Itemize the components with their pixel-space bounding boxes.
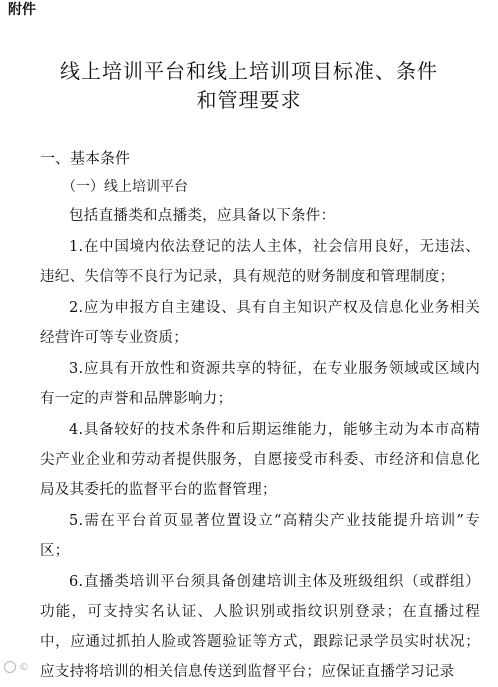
paragraph-item-1: 1.在中国境内依法登记的法人主体，社会信用良好，无违法、违纪、失信等不良行为记录，具有规范的财务制度和管理制度； [40, 239, 480, 285]
document-title-line-1: 线上培训平台和线上培训项目标准、条件 [60, 59, 438, 83]
document-title-line-2: 和管理要求 [196, 88, 302, 112]
paragraph-item-2: 2.应为申报方自主建设、具有自主知识产权及信息化业务相关经营许可等专业资质； [40, 300, 480, 346]
paragraph-item-5: 5.需在平台首页显著位置设立“高精尖产业技能提升培训”专区； [40, 513, 480, 559]
paragraph-item-6: 6.直播类培训平台须具备创建培训主体及班级组织（或群组）功能，可支持实名认证、人脸识别或指纹识别登录；在直播过程中，应通过抓拍人脸或答题验证等方式，跟踪记录学员实时状况；应支持将培训的相关信息传送到监督平台；应保证直播学习记录 [40, 574, 480, 680]
paragraph-intro: 包括直播类和点播类，应具备以下条件： [69, 208, 336, 224]
attachment-label: 附件 [8, 2, 36, 18]
watermark-icon [4, 661, 16, 673]
watermark-text: © [19, 661, 29, 673]
watermark [4, 661, 29, 673]
paragraph-item-4: 4.具备较好的技术条件和后期运维能力，能够主动为本市高精尖产业企业和劳动者提供服务，自愿接受市科委、市经济和信息化局及其委托的监督平台的监督管理； [40, 422, 480, 498]
paragraph-item-3: 3.应具有开放性和资源共享的特征，在专业服务领域或区域内有一定的声誉和品牌影响力； [40, 361, 480, 407]
subsection-heading: （一）线上培训平台 [62, 179, 188, 195]
section-heading: 一、基本条件 [40, 149, 131, 167]
